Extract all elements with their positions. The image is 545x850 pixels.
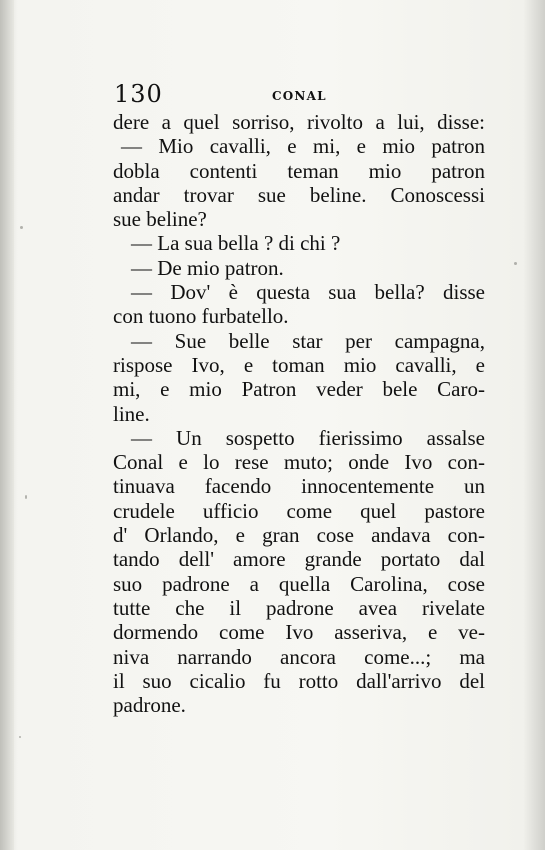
text-line: — De mio patron. (131, 255, 284, 280)
text-line: il suo cicalio fu rotto dall'arrivo del (113, 668, 485, 693)
text-line: andar trovar sue beline. Conoscessi (113, 182, 485, 207)
paper-speck (20, 226, 23, 229)
text-line: d' Orlando, e gran cose andava con- (113, 523, 485, 548)
text-line: — Dov' è questa sua bella? disse (131, 280, 485, 305)
text-line: crudele ufficio come quel pastore (113, 498, 485, 523)
text-line: sue beline? (113, 207, 207, 232)
text-line: line. (113, 401, 150, 426)
text-line: — La sua bella ? di chi ? (131, 231, 341, 256)
running-head (114, 80, 484, 110)
text-line: tando dell' amore grande portato dal (113, 547, 485, 572)
page-binding-edge (0, 0, 14, 850)
page-text (113, 110, 485, 717)
text-line: — Un sospetto fierissimo assalse (131, 425, 485, 450)
text-line: dobla contenti teman mio patron (113, 158, 485, 183)
text-line: con tuono furbatello. (113, 304, 289, 329)
text-line: mi, e mio Patron veder bele Caro- (113, 377, 485, 402)
text-line: padrone. (113, 693, 186, 718)
paper-speck (25, 495, 27, 499)
text-line: niva narrando ancora come...; ma (113, 644, 485, 669)
text-line: tutte che il padrone avea rivelate (113, 595, 485, 620)
running-title: CONAL (272, 89, 327, 103)
text-line: Conal e lo rese muto; onde Ivo con- (113, 450, 485, 475)
text-line: dere a quel sorriso, rivolto a lui, disse: (113, 110, 485, 134)
text-line: rispose Ivo, e toman mio cavalli, e (113, 352, 485, 377)
text-line: dormendo come Ivo asseriva, e ve- (113, 620, 485, 645)
paper-speck (19, 736, 21, 738)
text-line: suo padrone a quella Carolina, cose (113, 571, 485, 596)
text-line: — Sue belle star per campagna, (131, 328, 485, 353)
text-line: tinuava facendo innocentemente un (113, 474, 485, 499)
paper-speck (514, 262, 517, 265)
text-line: — Mio cavalli, e mi, e mio patron (121, 134, 485, 159)
page-number: 130 (114, 80, 163, 108)
